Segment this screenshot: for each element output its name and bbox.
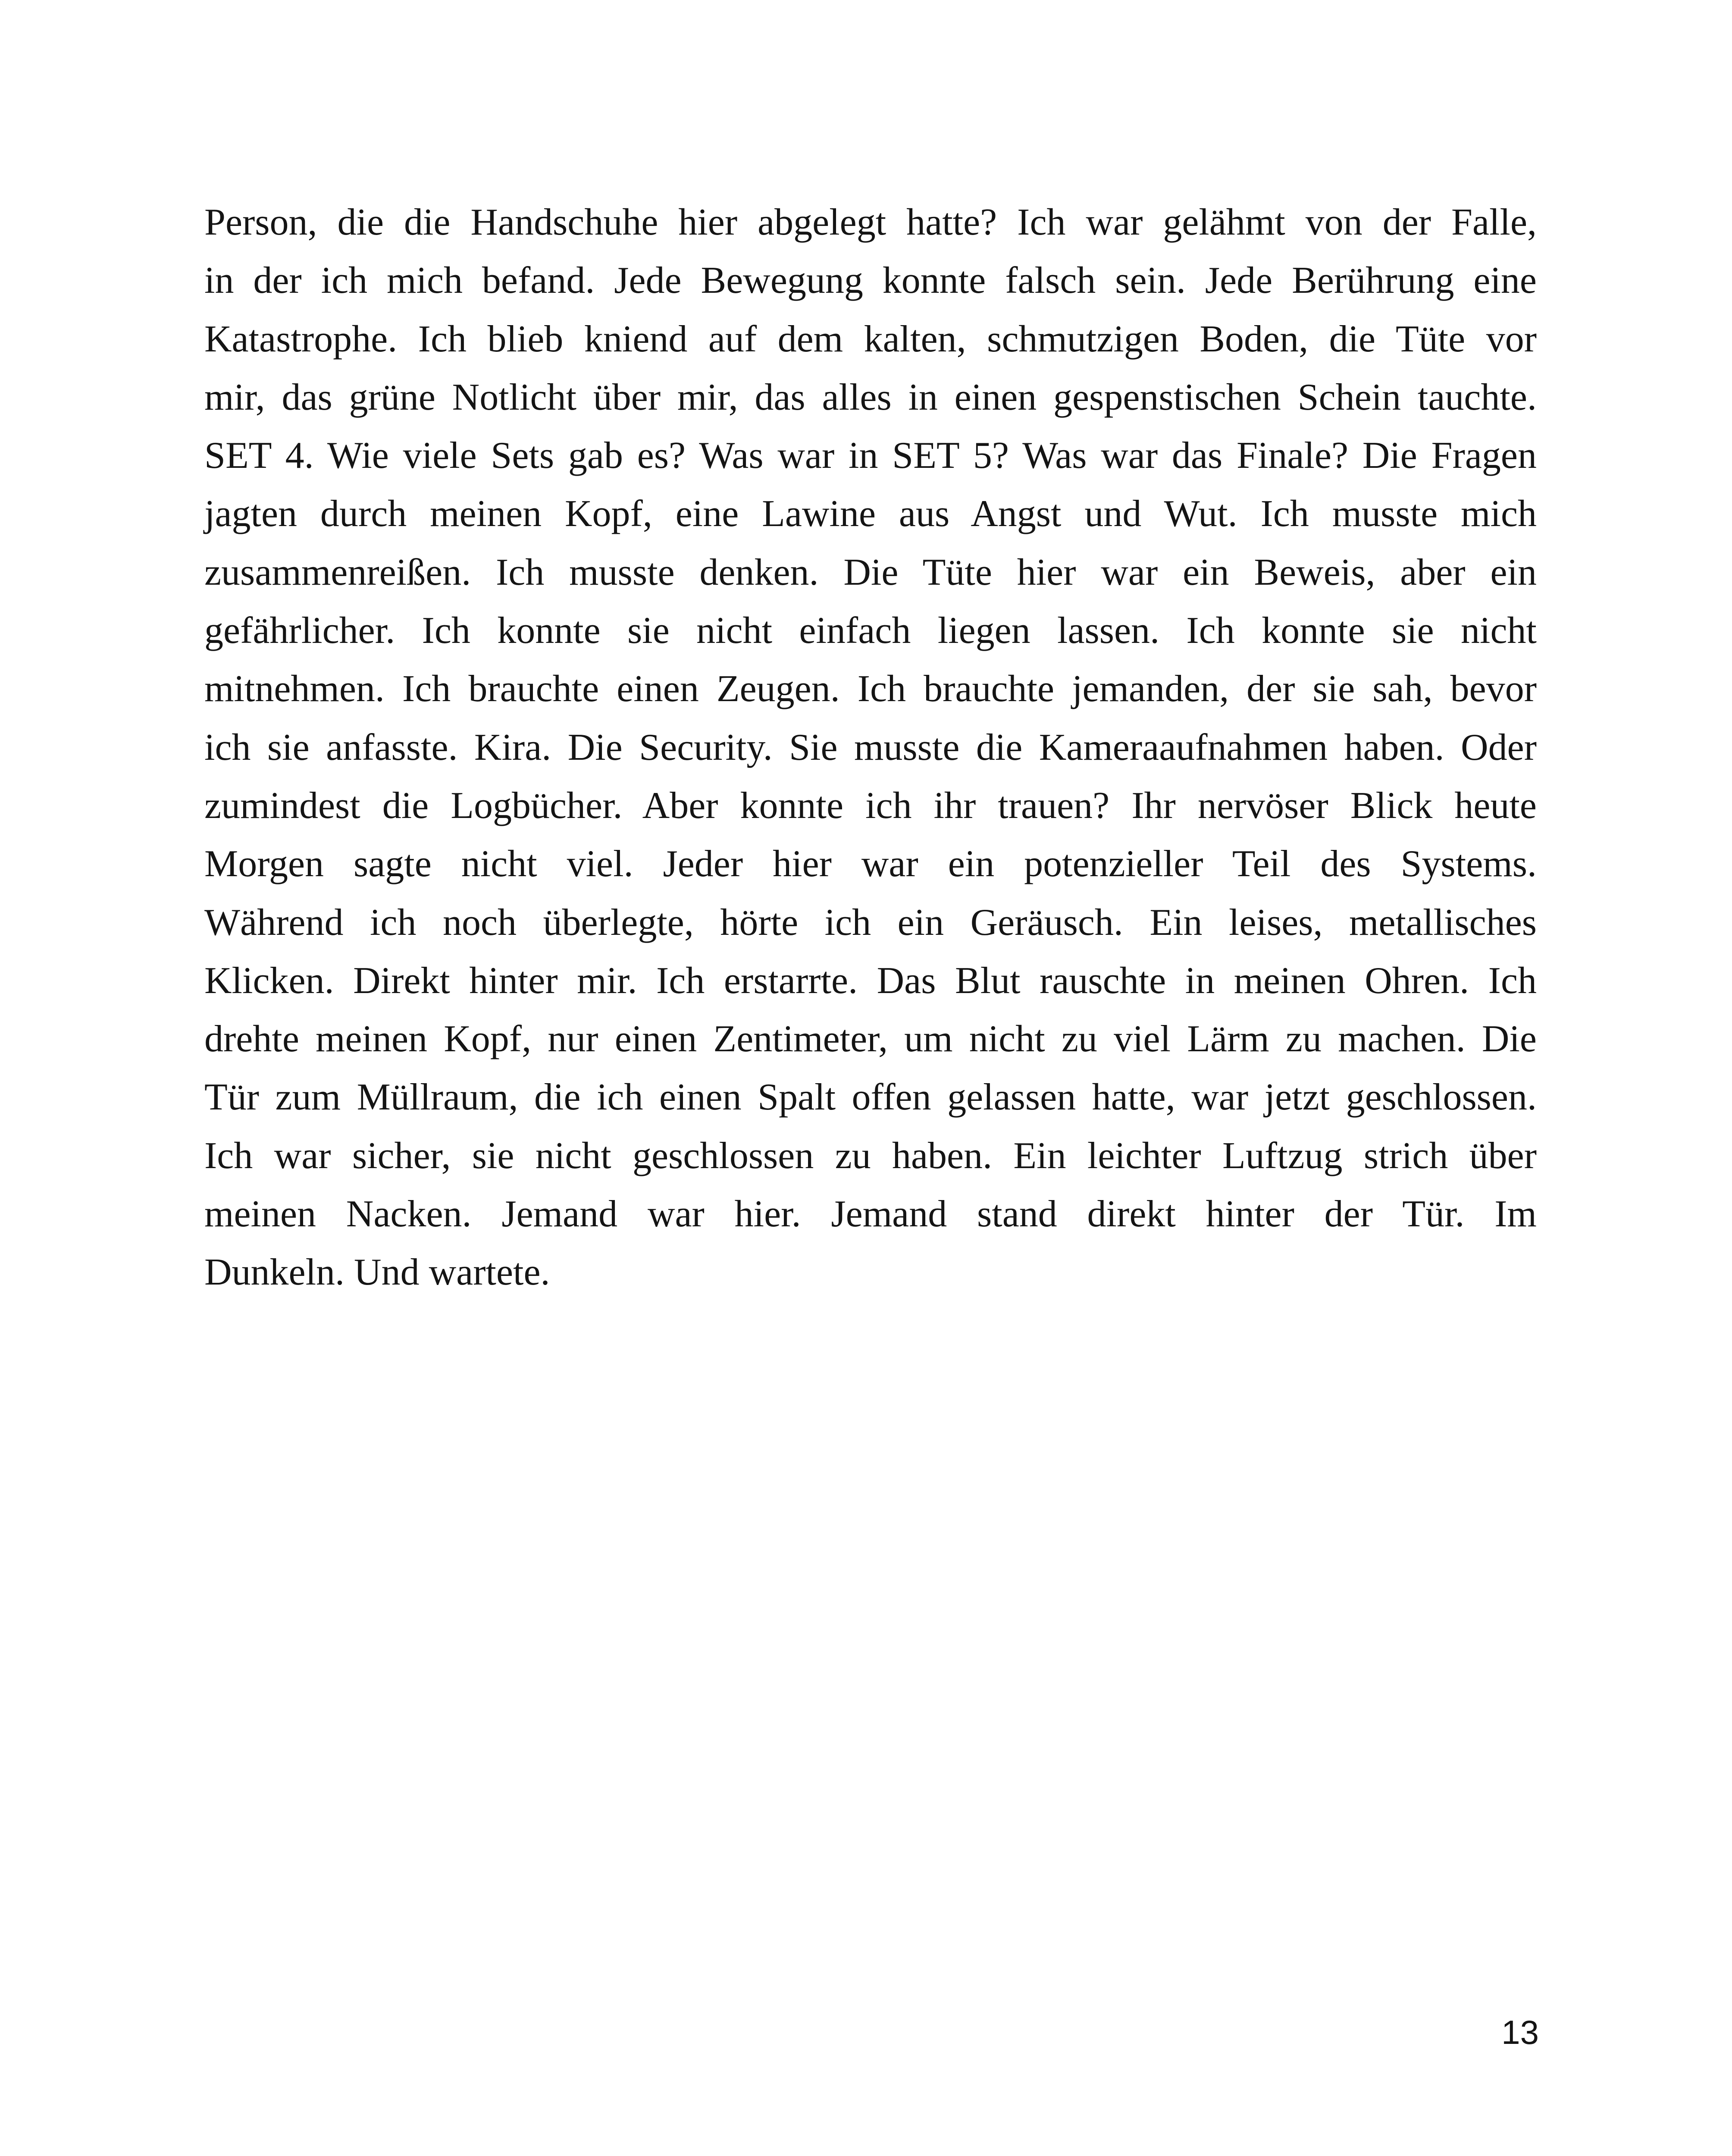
text-line: zusammenreißen. Ich musste denken. Die Tüte hier war ein Beweis, aber ein [204,551,1537,593]
text-line: Während ich noch überlegte, hörte ich ein Geräusch. Ein leises, metallisches [204,901,1537,943]
text-line: SET 4. Wie viele Sets gab es? Was war in SET 5? Was war das Finale? Die Fragen [204,435,1537,477]
text-line: Klicken. Direkt hinter mir. Ich erstarrte. Das Blut rauschte in meinen Ohren. Ich [204,959,1537,1002]
text-line: mir, das grüne Notlicht über mir, das alles in einen gespenstischen Schein tauchte. [204,376,1537,418]
text-line: Tür zum Müllraum, die ich einen Spalt offen gelassen hatte, war jetzt geschlossen. [204,1076,1537,1119]
text-line: Dunkeln. Und wartete. [204,1251,550,1294]
text-line: mitnehmen. Ich brauchte einen Zeugen. Ich brauchte jemanden, der sie sah, bevor [204,668,1537,710]
text-line: Katastrophe. Ich blieb kniend auf dem kalten, schmutzigen Boden, die Tüte vor [204,318,1537,360]
text-line: ich sie anfasste. Kira. Die Security. Sie musste die Kameraaufnahmen haben. Oder [204,726,1537,768]
body-paragraph [204,193,1537,1302]
text-line: jagten durch meinen Kopf, eine Lawine aus Angst und Wut. Ich musste mich [204,493,1537,535]
text-line: zumindest die Logbücher. Aber konnte ich ihr trauen? Ihr nervöser Blick heute [204,784,1537,827]
text-line: in der ich mich befand. Jede Bewegung konnte falsch sein. Jede Berührung eine [204,260,1537,302]
text-line: Ich war sicher, sie nicht geschlossen zu haben. Ein leichter Luftzug strich über [204,1134,1537,1177]
text-line: meinen Nacken. Jemand war hier. Jemand stand direkt hinter der Tür. Im [204,1193,1537,1235]
text-line: gefährlicher. Ich konnte sie nicht einfach liegen lassen. Ich konnte sie nicht [204,610,1537,652]
text-line: drehte meinen Kopf, nur einen Zentimeter, um nicht zu viel Lärm zu machen. Die [204,1018,1537,1060]
page-number: 13 [1501,2013,1539,2051]
text-line: Morgen sagte nicht viel. Jeder hier war ein potenzieller Teil des Systems. [204,843,1537,885]
text-line: Person, die die Handschuhe hier abgelegt hatte? Ich war gelähmt von der Falle, [204,201,1537,243]
